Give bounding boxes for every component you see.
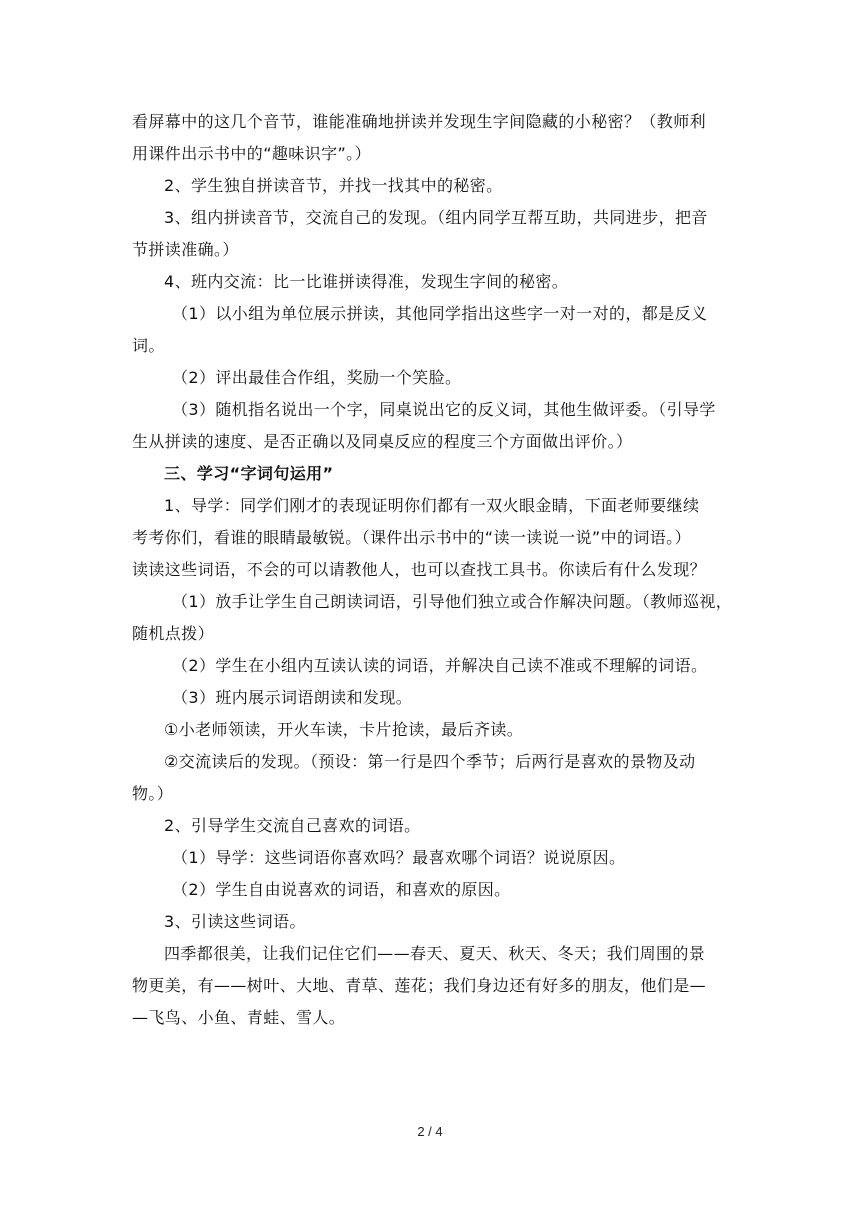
paragraph-line: （1）放手让学生自己朗读词语，引导他们独立或合作解决问题。（教师巡视， (172, 592, 733, 611)
paragraph-line: 2、引导学生交流自己喜欢的词语。 (164, 816, 421, 835)
paragraph-line: 词。 (132, 336, 165, 355)
paragraph-line: 考考你们，看谁的眼睛最敏锐。（课件出示书中的“读一读说一说”中的词语。） (132, 528, 691, 547)
paragraph-line: 2、学生独自拼读音节，并找一找其中的秘密。 (164, 176, 503, 195)
section-heading: 三、学习“字词句运用” (164, 464, 334, 483)
paragraph-line: ①小老师领读，开火车读，卡片抢读，最后齐读。 (164, 720, 524, 739)
document-body (132, 106, 736, 1034)
paragraph-line: 看屏幕中的这几个音节，谁能准确地拼读并发现生字间隐藏的小秘密？（教师利 (132, 112, 707, 131)
paragraph-line: （2）学生在小组内互读认读的词语，并解决自己读不准或不理解的词语。 (172, 656, 708, 675)
paragraph-line: （2）评出最佳合作组，奖励一个笑脸。 (172, 368, 462, 387)
paragraph-line: 读读这些词语，不会的可以请教他人，也可以查找工具书。你读后有什么发现？ (132, 560, 707, 579)
paragraph-line: —飞鸟、小鱼、青蛙、雪人。 (132, 1008, 346, 1027)
page-number: 2 / 4 (417, 1124, 443, 1139)
paragraph-line: 3、组内拼读音节，交流自己的发现。（组内同学互帮互助，共同进步，把音 (164, 208, 708, 227)
paragraph-line: 3、引读这些词语。 (164, 912, 306, 931)
paragraph-line: 物。） (132, 784, 174, 803)
paragraph-line: （3）随机指名说出一个字，同桌说出它的反义词，其他生做评委。（引导学 (172, 400, 716, 419)
paragraph-line: （1）以小组为单位展示拼读，其他同学指出这些字一对一对的，都是反义 (172, 304, 708, 323)
paragraph-line: 生从拼读的速度、是否正确以及同桌反应的程度三个方面做出评价。） (132, 432, 633, 451)
paragraph-line: （1）导学：这些词语你喜欢吗？最喜欢哪个词语？说说原因。 (172, 848, 626, 867)
paragraph-line: （3）班内展示词语朗读和发现。 (172, 688, 413, 707)
paragraph-line: 物更美，有——树叶、大地、青草、莲花；我们身边还有好多的朋友，他们是— (132, 976, 707, 995)
paragraph-line: ②交流读后的发现。（预设：第一行是四个季节；后两行是喜欢的景物及动 (164, 752, 696, 771)
paragraph-line: （2）学生自由说喜欢的词语，和喜欢的原因。 (172, 880, 511, 899)
paragraph-line: 1、导学：同学们刚才的表现证明你们都有一双火眼金睛，下面老师要继续 (164, 496, 700, 515)
paragraph-line: 4、班内交流：比一比谁拼读得准，发现生字间的秘密。 (164, 272, 569, 291)
paragraph-line: 用课件出示书中的“趣味识字”。） (132, 144, 371, 163)
paragraph-line: 随机点拨） (132, 624, 215, 643)
paragraph-line: 四季都很美，让我们记住它们——春天、夏天、秋天、冬天；我们周围的景 (164, 944, 706, 963)
paragraph-line: 节拼读准确。） (132, 240, 239, 259)
